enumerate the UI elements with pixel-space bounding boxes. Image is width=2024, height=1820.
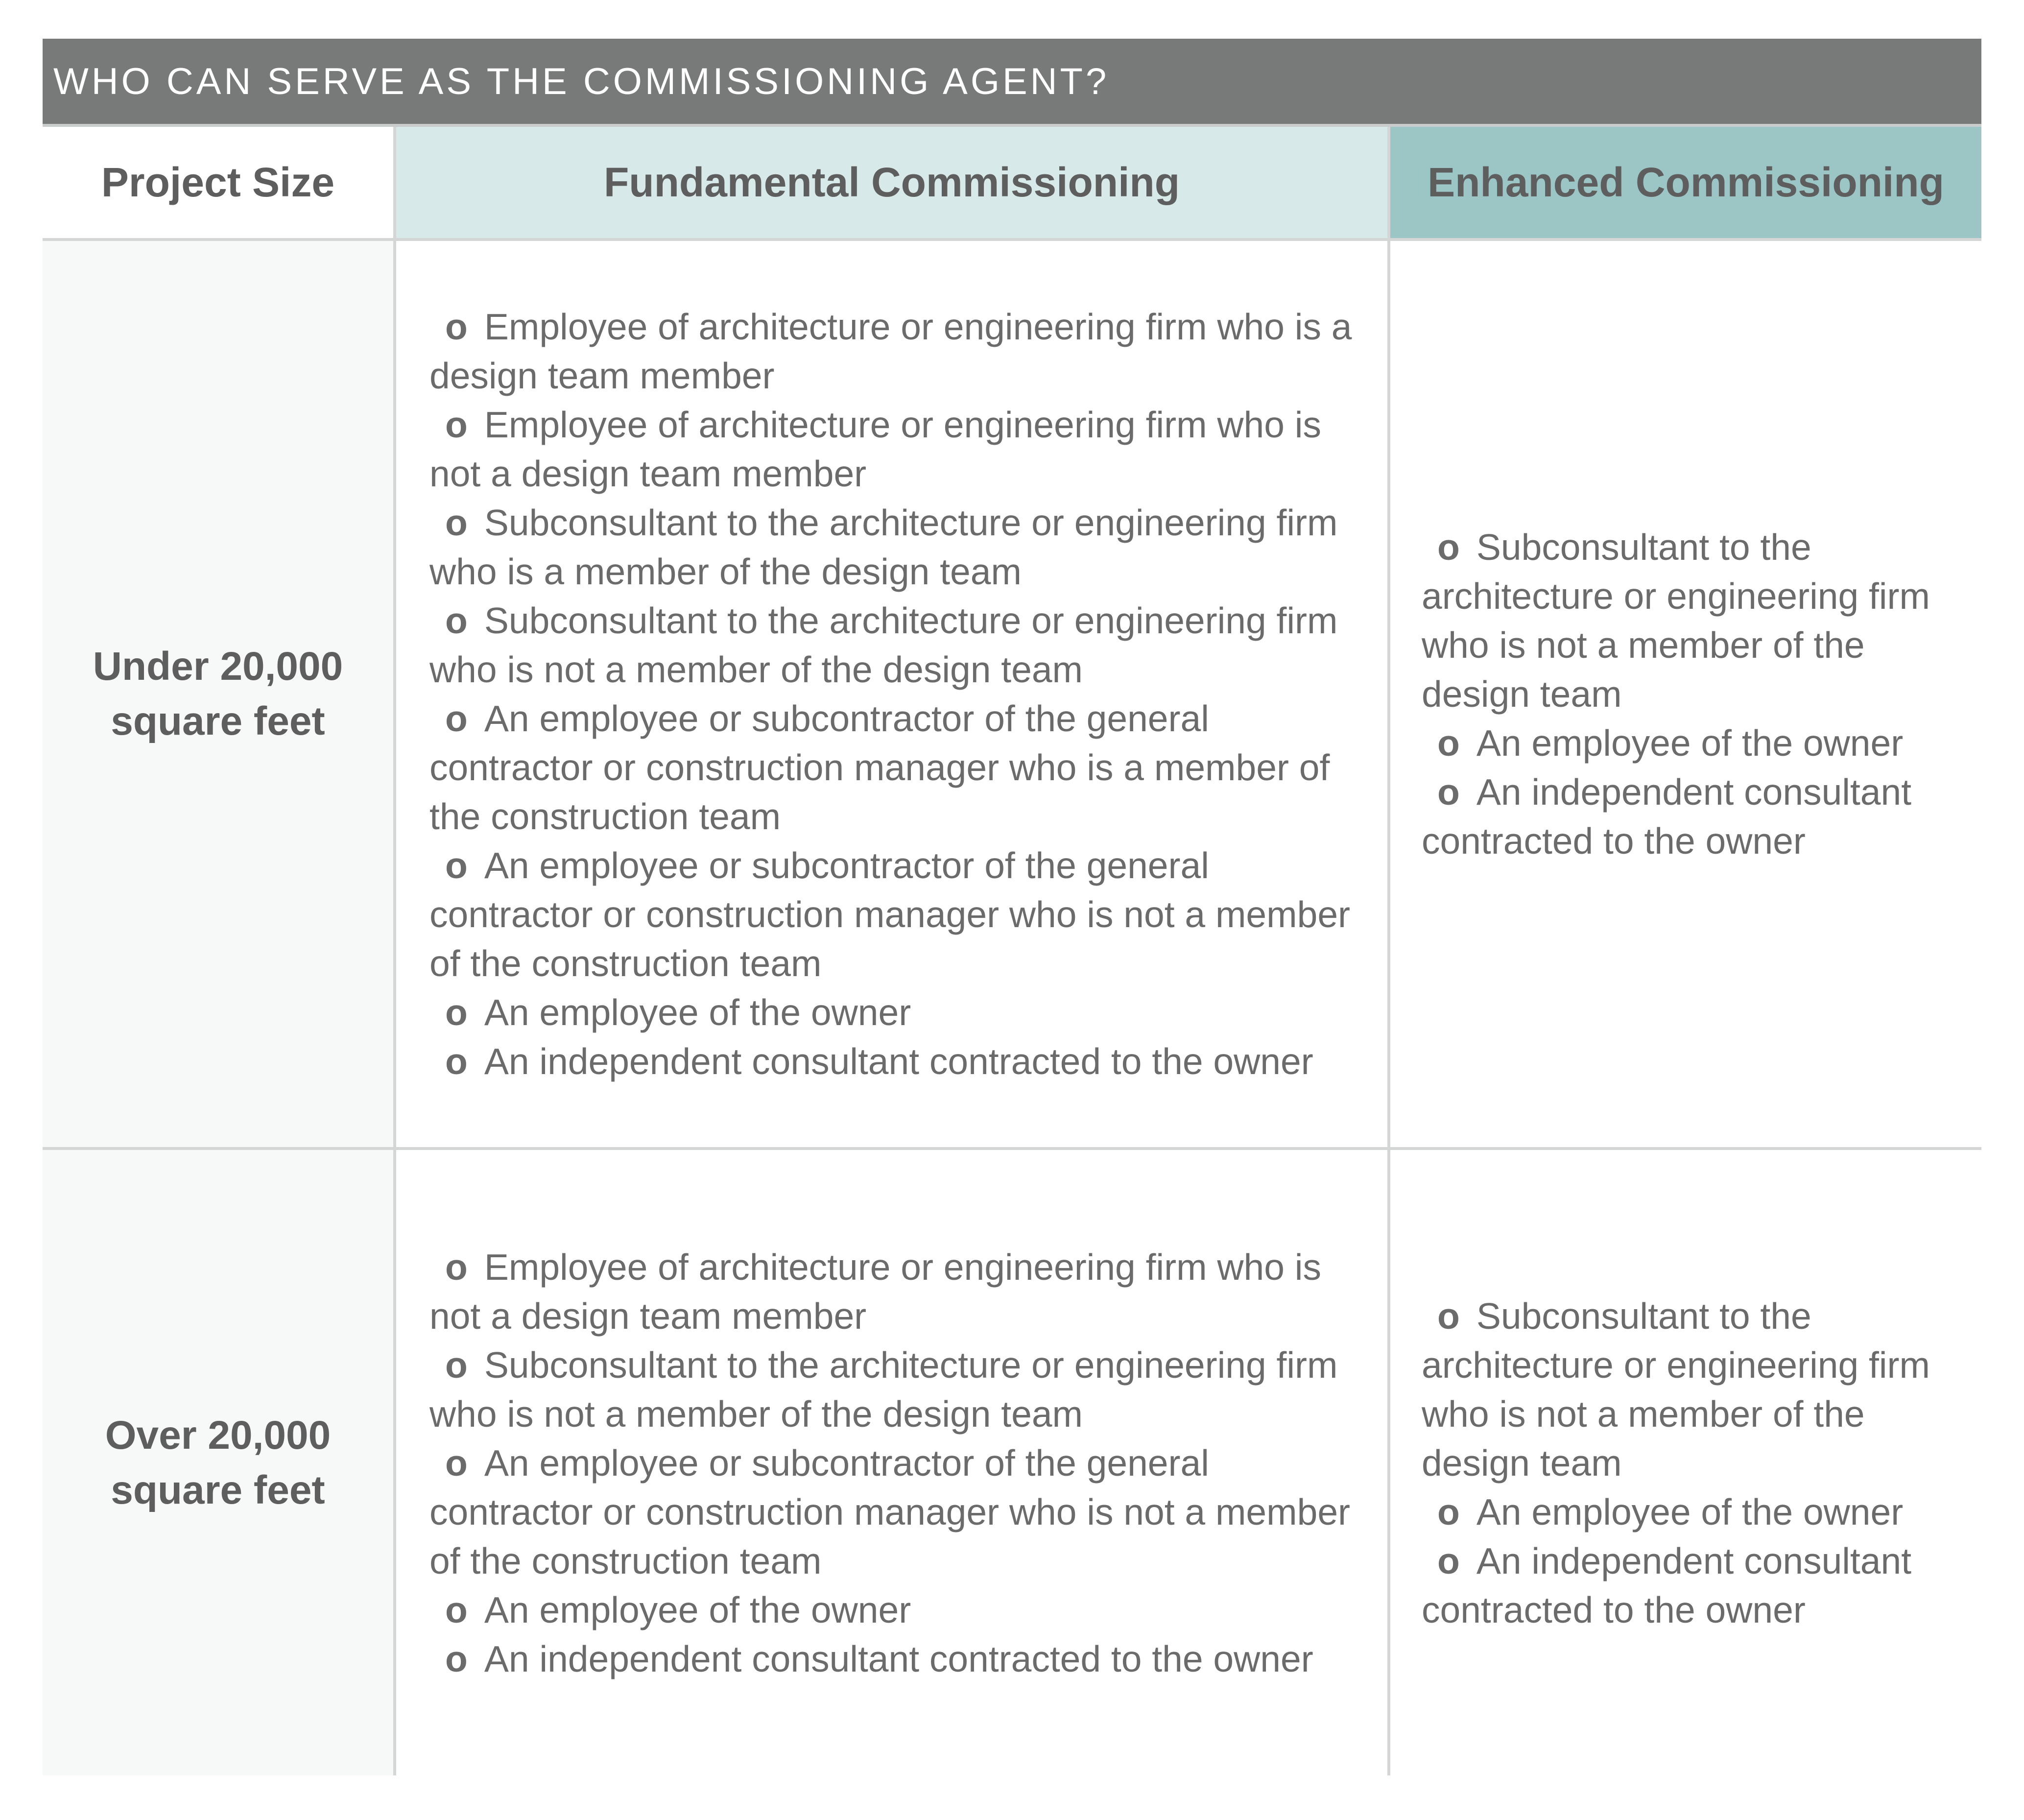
bullet-marker: o (1437, 527, 1460, 568)
list-item (1422, 767, 1967, 865)
table-title: WHO CAN SERVE AS THE COMMISSIONING AGENT? (53, 60, 1110, 102)
bullet-marker: o (1437, 771, 1460, 813)
list-item (1422, 1487, 1967, 1536)
list-item (429, 694, 1368, 841)
table-title-bar (43, 39, 1981, 127)
header-fundamental (396, 127, 1390, 241)
bullet-marker: o (445, 1041, 468, 1082)
project-size-label: Under 20,000 square feet (93, 644, 343, 743)
list-item (429, 1585, 1368, 1634)
bullet-marker: o (445, 845, 468, 886)
list-item (429, 400, 1368, 498)
list-item-text: Employee of architecture or engineering firm who is not a design team member (429, 404, 1321, 494)
bullet-marker: o (1437, 1491, 1460, 1533)
bullet-marker: o (1437, 1540, 1460, 1581)
list-item (429, 1037, 1368, 1086)
list-item-text: Subconsultant to the architecture or engineering firm who is not a member of the design team (429, 1344, 1338, 1435)
list-item (1422, 1536, 1967, 1634)
list-item (1422, 1292, 1967, 1487)
list-item-text: An employee of the owner (1476, 722, 1904, 764)
bullet-marker: o (445, 502, 468, 543)
list-item (429, 498, 1368, 596)
list-item-text: Subconsultant to the architecture or engineering firm who is not a member of the design team (1422, 527, 1930, 715)
list-item-text: Employee of architecture or engineering firm who is a design team member (429, 306, 1352, 396)
list-item-text: Employee of architecture or engineering firm who is not a design team member (429, 1246, 1321, 1337)
list-item (429, 302, 1368, 400)
list-item-text: An independent consultant contracted to the owner (1422, 771, 1912, 862)
list-item (429, 1341, 1368, 1438)
list-item (1422, 718, 1967, 767)
bullet-marker: o (445, 1638, 468, 1679)
list-item (429, 988, 1368, 1037)
bullet-marker: o (445, 992, 468, 1033)
row-over-20000-size (43, 1150, 396, 1775)
enhanced-agent-list (1422, 1292, 1967, 1634)
list-item-text: Subconsultant to the architecture or engineering firm who is not a member of the design team (429, 600, 1338, 690)
row-over-20000-fundamental (396, 1150, 1390, 1775)
list-item (429, 1243, 1368, 1341)
project-size-label: Over 20,000 square feet (105, 1413, 331, 1512)
bullet-marker: o (445, 404, 468, 445)
fundamental-agent-list (429, 302, 1368, 1086)
header-project-size (43, 127, 396, 241)
bullet-marker: o (445, 1442, 468, 1484)
list-item-text: An independent consultant contracted to the owner (1422, 1540, 1912, 1630)
fundamental-agent-list (429, 1243, 1368, 1683)
bullet-marker: o (445, 600, 468, 641)
list-item-text: An employee of the owner (484, 1589, 911, 1630)
bullet-marker: o (445, 1246, 468, 1288)
header-fundamental-label: Fundamental Commissioning (603, 159, 1180, 205)
list-item-text: Subconsultant to the architecture or engineering firm who is not a member of the design team (1422, 1295, 1930, 1484)
header-enhanced-label: Enhanced Commissioning (1428, 159, 1944, 205)
header-enhanced (1390, 127, 1981, 241)
list-item-text: An employee of the owner (1476, 1491, 1904, 1533)
bullet-marker: o (445, 1589, 468, 1630)
row-under-20000-size (43, 241, 396, 1150)
row-under-20000-enhanced (1390, 241, 1981, 1150)
list-item-text: An employee of the owner (484, 992, 911, 1033)
list-item (429, 596, 1368, 694)
enhanced-agent-list (1422, 523, 1967, 865)
list-item-text: An independent consultant contracted to the owner (484, 1041, 1313, 1082)
list-item-text: An employee or subcontractor of the general contractor or construction manager who is not a member of the construction team (429, 1442, 1351, 1581)
list-item-text: An employee or subcontractor of the general contractor or construction manager who is not a member of the construction team (429, 845, 1351, 984)
list-item-text: Subconsultant to the architecture or engineering firm who is a member of the design team (429, 502, 1338, 592)
bullet-marker: o (445, 306, 468, 347)
row-over-20000-enhanced (1390, 1150, 1981, 1775)
bullet-marker: o (445, 698, 468, 739)
bullet-marker: o (1437, 722, 1460, 764)
bullet-marker: o (1437, 1295, 1460, 1337)
commissioning-table (43, 39, 1981, 1775)
bullet-marker: o (445, 1344, 468, 1386)
list-item (1422, 523, 1967, 718)
list-item (429, 1634, 1368, 1683)
list-item-text: An independent consultant contracted to the owner (484, 1638, 1313, 1679)
list-item (429, 1438, 1368, 1585)
header-project-size-label: Project Size (101, 159, 335, 205)
row-under-20000-fundamental (396, 241, 1390, 1150)
list-item (429, 841, 1368, 988)
table-grid (43, 127, 1981, 1775)
list-item-text: An employee or subcontractor of the general contractor or construction manager who is a member of the construction team (429, 698, 1330, 837)
